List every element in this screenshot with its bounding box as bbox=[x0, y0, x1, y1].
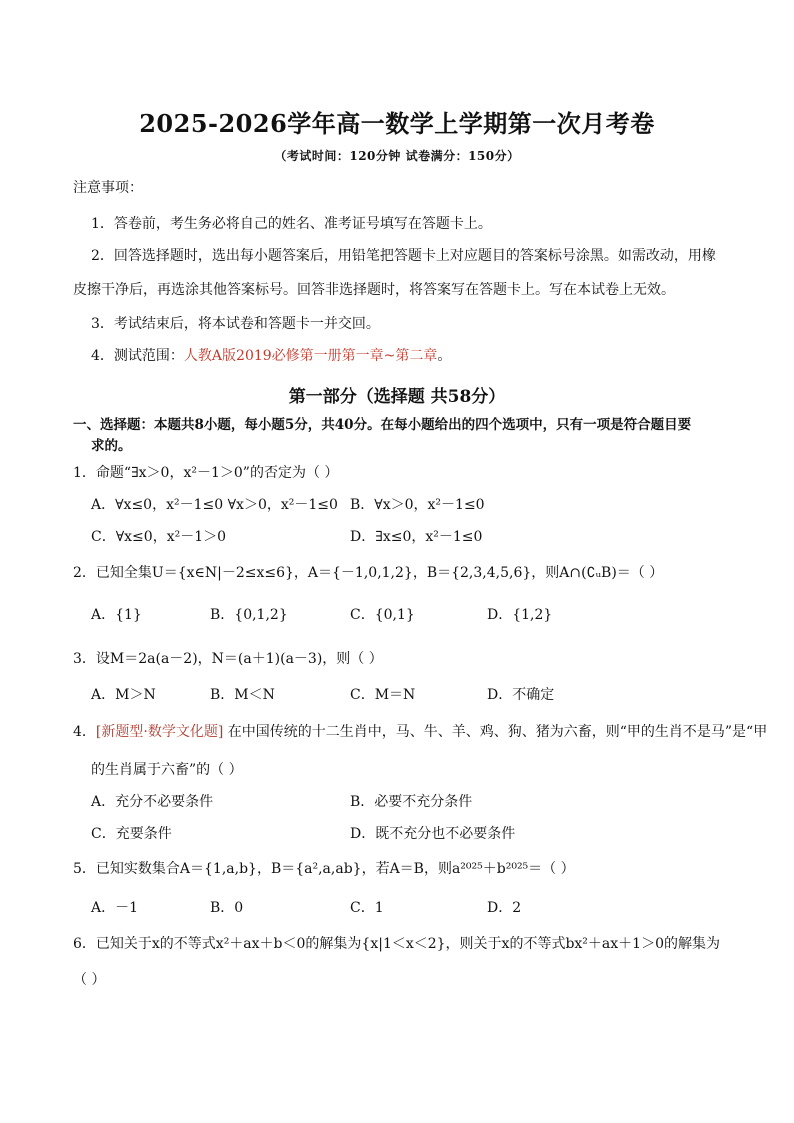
question-5-stem: 5．已知实数集合A＝{1,a,b}，B＝{a²,a,ab}，若A＝B，则a²⁰²⁵＋b²⁰²⁵＝（ ） bbox=[73, 861, 575, 877]
question-2-option-d: D．{1,2} bbox=[487, 607, 553, 623]
question-1-stem: 1．命题“∃x＞0，x²－1＞0”的否定为（ ） bbox=[73, 465, 339, 481]
question-3-option-a: A．M＞N bbox=[91, 687, 156, 703]
question-5-option-a: A．－1 bbox=[91, 900, 139, 916]
question-5-option-c: C．1 bbox=[350, 900, 384, 916]
question-4-tag: [新题型·数学文化题] bbox=[95, 724, 224, 740]
section-instruction-line-2: 求的。 bbox=[91, 438, 132, 454]
question-6-stem-line-1: 6．已知关于x的不等式x²＋ax＋b＜0的解集为{x|1＜x＜2}，则关于x的不等式bx²＋ax＋1＞0的解集为 bbox=[73, 936, 720, 952]
notice-item-1: 1．答卷前，考生务必将自己的姓名、准考证号填写在答题卡上。 bbox=[91, 216, 492, 232]
question-5-option-b: B．0 bbox=[210, 900, 244, 916]
notice-heading: 注意事项： bbox=[73, 180, 143, 196]
question-3-option-d: D．不确定 bbox=[487, 687, 555, 703]
notice-item-4 bbox=[91, 346, 451, 366]
question-3-stem: 3．设M＝2a(a－2)，N＝(a＋1)(a－3)，则（ ） bbox=[73, 651, 383, 667]
question-4-number: 4． bbox=[73, 724, 96, 740]
question-4-stem-line-1 bbox=[73, 722, 767, 742]
notice-item-4-suffix: 。 bbox=[437, 348, 452, 364]
question-2-stem: 2．已知全集U＝{x∈N|－2≤x≤6}，A＝{－1,0,1,2}，B＝{2,3,4,5,6}，则A∩(∁ᵤB)＝（ ） bbox=[73, 565, 664, 581]
question-4-option-d: D．既不充分也不必要条件 bbox=[350, 826, 516, 842]
notice-item-2-line-2: 皮擦干净后，再选涂其他答案标号。回答非选择题时，将答案写在答题卡上。写在本试卷上无效。 bbox=[73, 282, 675, 298]
question-1-option-a: A．∀x≤0，x²－1≤0 ∀x＞0，x²－1≤0 bbox=[91, 497, 338, 513]
question-2-option-c: C．{0,1} bbox=[350, 607, 415, 623]
question-3-option-b: B．M＜N bbox=[210, 687, 275, 703]
question-4-option-b: B．必要不充分条件 bbox=[350, 794, 473, 810]
section-instruction-line-1: 一、选择题：本题共8小题，每小题5分，共40分。在每小题给出的四个选项中，只有一项是符合题目要 bbox=[73, 417, 692, 433]
question-4-stem-line-2: 的生肖属于六畜”的（ ） bbox=[91, 762, 243, 778]
notice-item-2-line-1: 2．回答选择题时，选出每小题答案后，用铅笔把答题卡上对应题目的答案标号涂黑。如需改动，用橡 bbox=[91, 248, 716, 264]
question-2-option-b: B．{0,1,2} bbox=[210, 607, 288, 623]
question-1-option-d: D．∃x≤0，x²－1≤0 bbox=[350, 529, 483, 545]
exam-title: 2025-2026学年高一数学上学期第一次月考卷 bbox=[139, 109, 655, 138]
section-title: 第一部分（选择题 共58分） bbox=[288, 387, 506, 407]
question-4-option-c: C．充要条件 bbox=[91, 826, 172, 842]
notice-item-4-range: 人教A版2019必修第一册第一章~第二章 bbox=[183, 348, 438, 364]
question-2-option-a: A．{1} bbox=[91, 607, 142, 623]
question-5-option-d: D．2 bbox=[487, 900, 522, 916]
question-6-stem-line-2: （ ） bbox=[73, 972, 106, 988]
question-4-option-a: A．充分不必要条件 bbox=[91, 794, 214, 810]
question-4-stem-text: 在中国传统的十二生肖中，马、牛、羊、鸡、狗、猪为六畜，则“甲的生肖不是马”是“甲 bbox=[223, 724, 768, 740]
notice-item-3: 3．考试结束后，将本试卷和答题卡一并交回。 bbox=[91, 316, 380, 332]
question-1-option-c: C．∀x≤0，x²－1＞0 bbox=[91, 529, 227, 545]
exam-subtitle: （考试时间：120分钟 试卷满分：150分） bbox=[274, 149, 520, 163]
notice-item-4-prefix: 4．测试范围： bbox=[91, 348, 184, 364]
question-1-option-b: B．∀x＞0，x²－1≤0 bbox=[350, 497, 485, 513]
question-3-option-c: C．M＝N bbox=[350, 687, 416, 703]
